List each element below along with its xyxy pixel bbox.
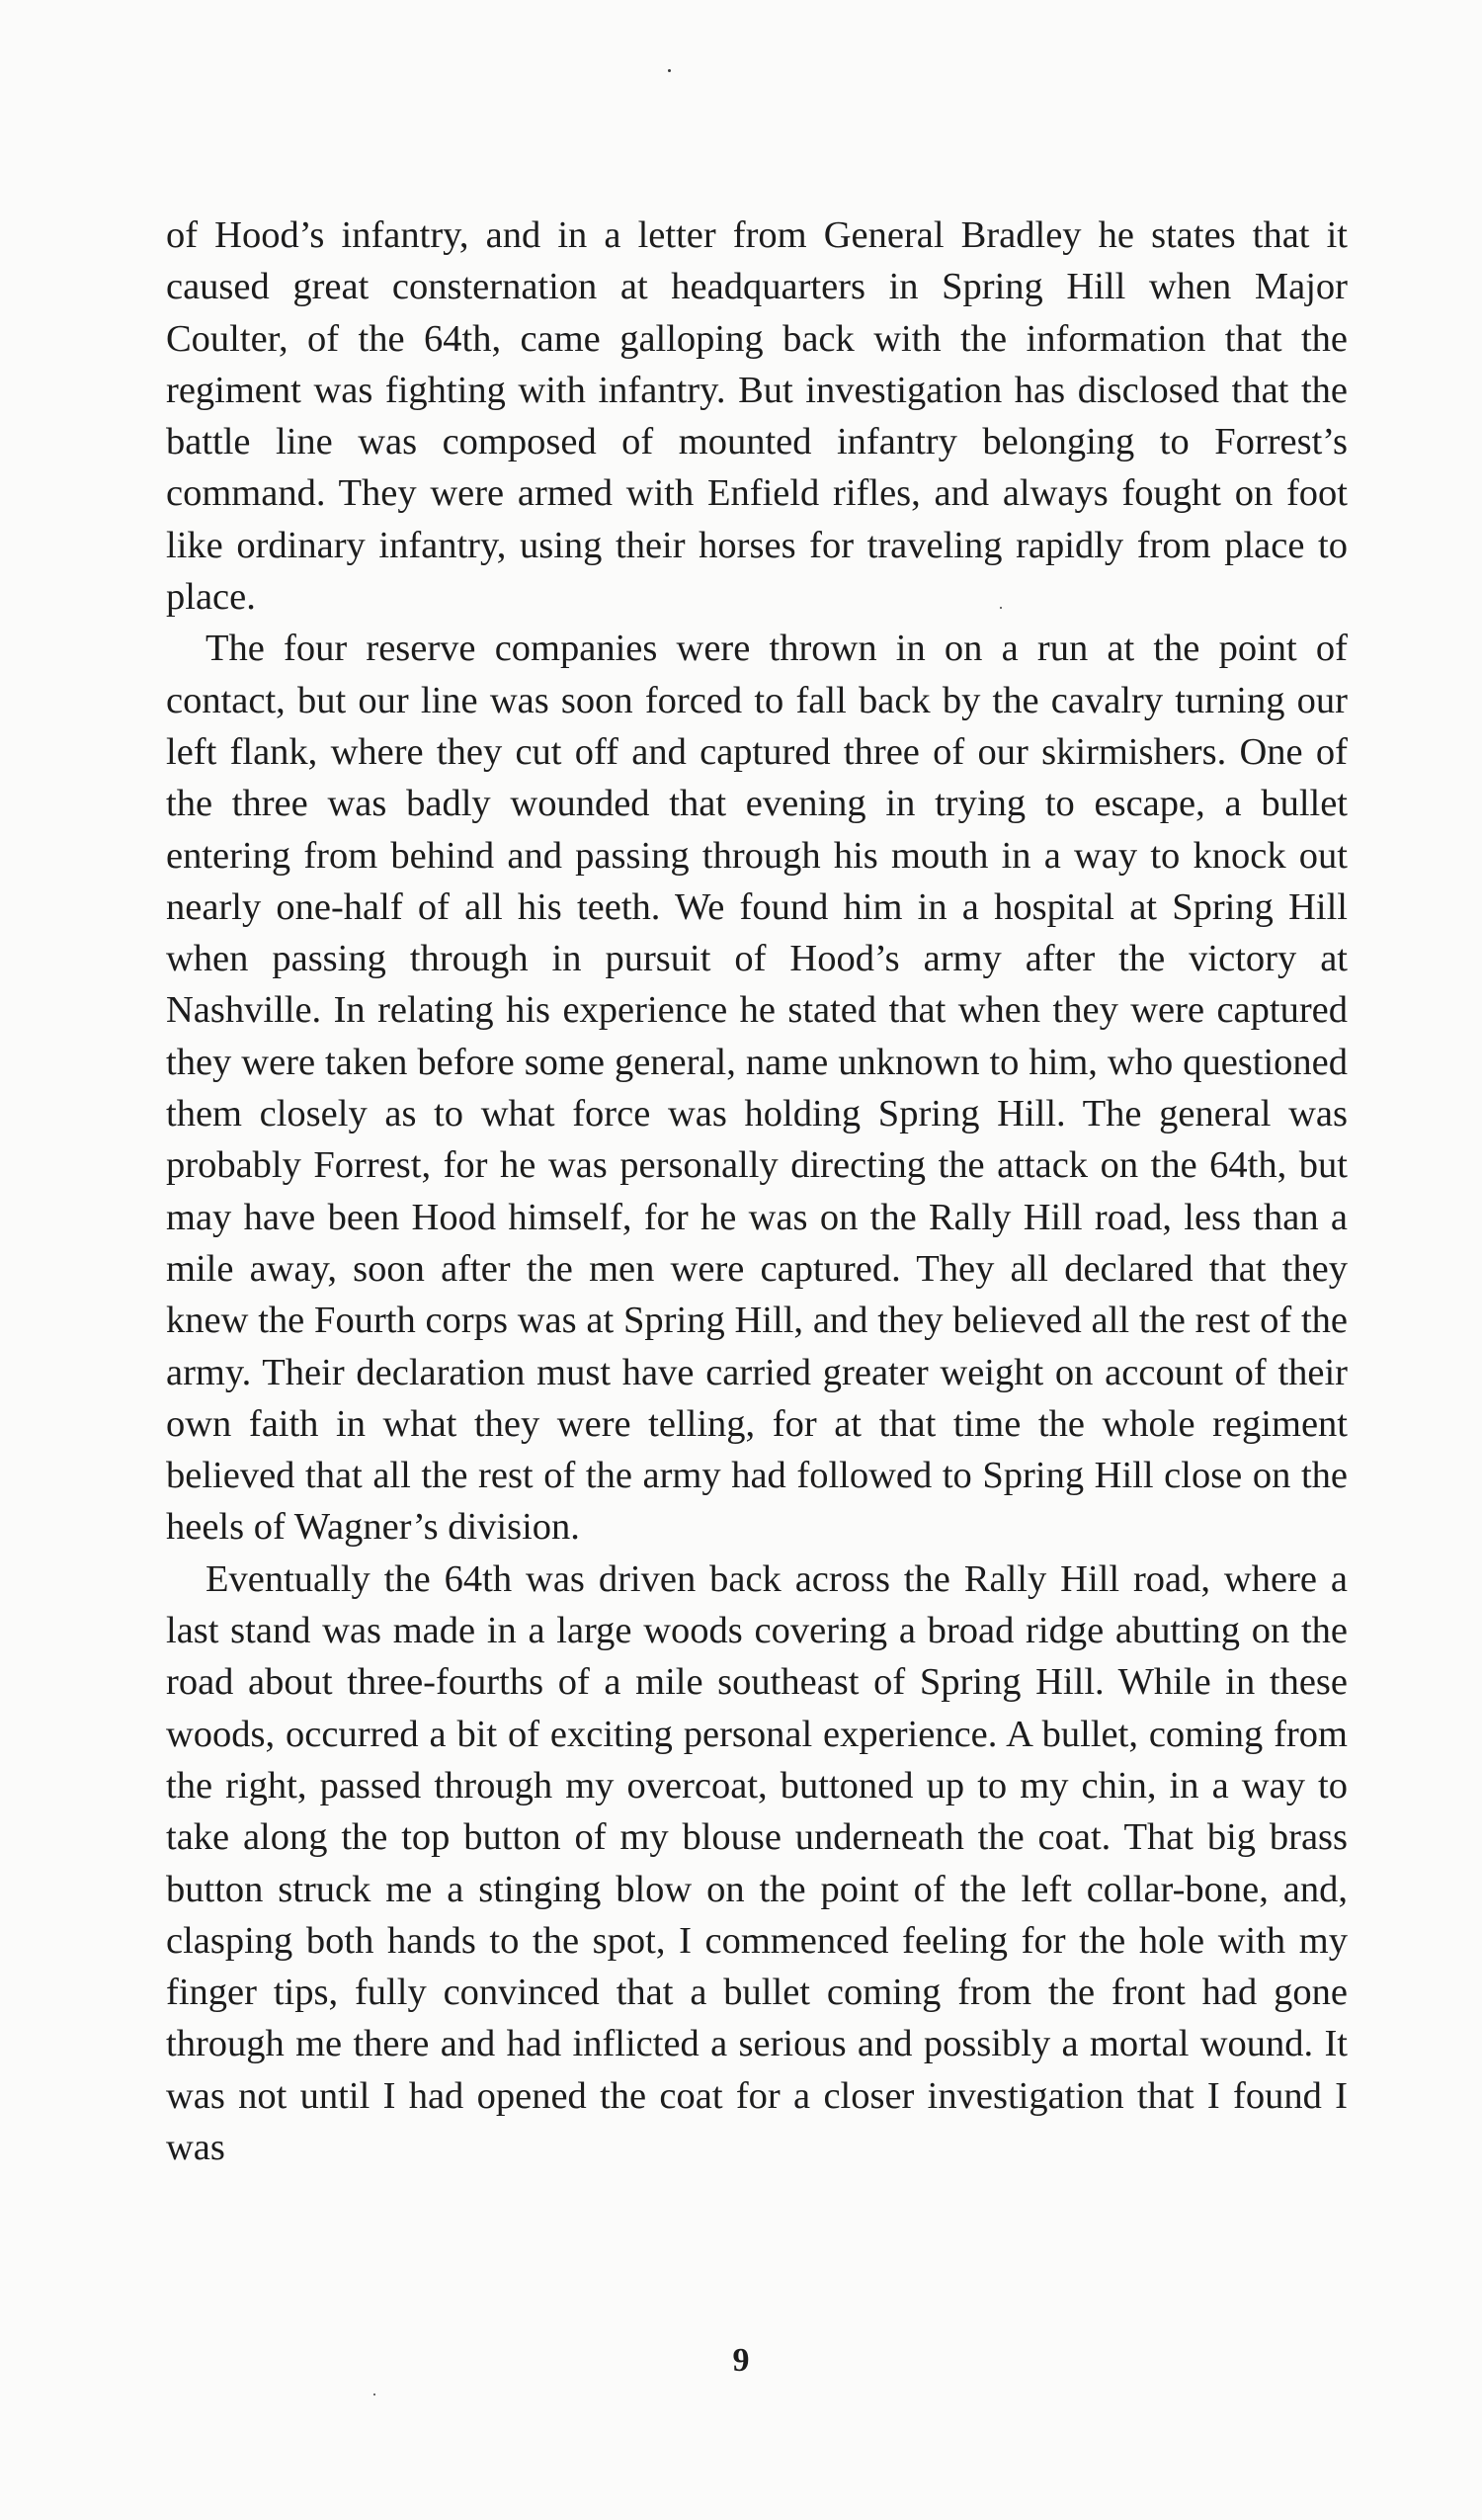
print-speck xyxy=(668,69,671,72)
paragraph: The four reserve companies were thrown in on a run at the point of contact, but our line was soon forced to fall back by the cavalry turning our left flank, where they cut off and captured three of our skirmishers. One of the three was badly wounded that evening in trying to escape, a bullet entering from behind and passing through his mouth in a way to knock out nearly one-half of all his teeth. We found him in a hospital at Spring Hill when passing through in pursuit of Hood’s army after the victory at Nashville. In relating his experience he stated that when they were captured they were taken before some general, name unknown to him, who questioned them closely as to what force was holding Spring Hill. The general was probably Forrest, for he was personally directing the attack on the 64th, but may have been Hood himself, for he was on the Rally Hill road, less than a mile away, soon after the men were captured. They all declared that they knew the Fourth corps was at Spring Hill, and they believed all the rest of the army. Their declaration must have carried greater weight on account of their own faith in what they were telling, for at that time the whole regiment believed that all the rest of the army had followed to Spring Hill close on the heels of Wagner’s division. xyxy=(166,628,1348,1549)
print-speck xyxy=(373,2394,375,2395)
body-text xyxy=(166,210,1348,2173)
paragraph-continued: of Hood’s infantry, and in a letter from General Bradley he states that it caused great consternation at headquarters in Spring Hill when Major Coulter, of the 64th, came galloping back with the information that the regiment was fighting with infantry. But investigation has disclosed that the battle line was composed of mounted infantry belonging to Forrest’s command. They were armed with Enfield rifles, and always fought on foot like ordinary infantry, using their horses for traveling rapidly from place to place. xyxy=(166,214,1348,619)
paragraph: Eventually the 64th was driven back across the Rally Hill road, where a last stand was made in a large woods covering a broad ridge abutting on the road about three-fourths of a mile southeast of Spring Hill. While in these woods, occurred a bit of exciting personal experience. A bullet, coming from the right, passed through my overcoat, buttoned up to my chin, in a way to take along the top button of my blouse underneath the coat. That big brass button struck me a stinging blow on the point of the left collar-bone, and, clasping both hands to the spot, I commenced feeling for the hole with my finger tips, fully convinced that a bullet coming from the front had gone through me there and had inflicted a serious and possibly a mortal wound. It was not until I had opened the coat for a closer investigation that I found I was xyxy=(166,1557,1348,2168)
page-number: 9 xyxy=(732,2342,750,2379)
